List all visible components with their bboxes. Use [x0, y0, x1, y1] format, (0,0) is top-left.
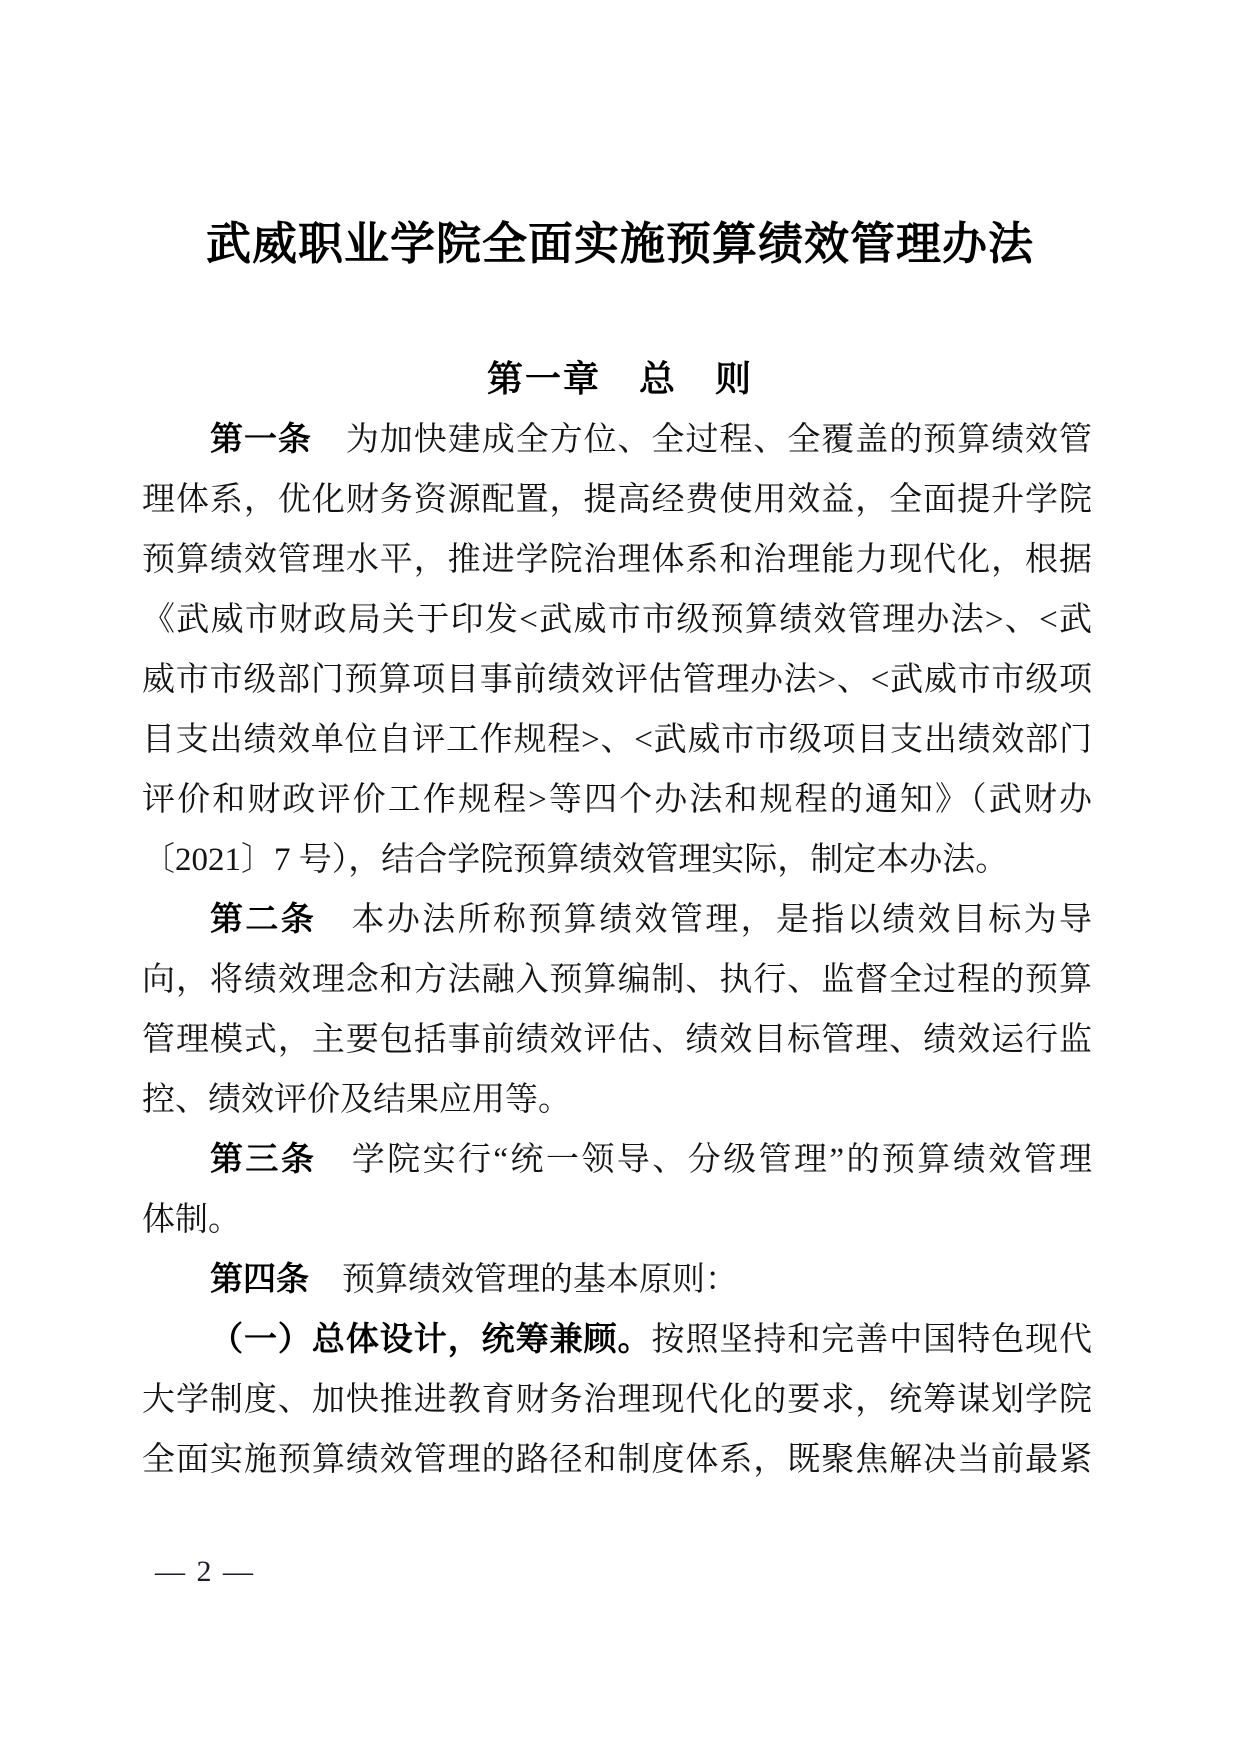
page-number: — 2 — [155, 1555, 255, 1588]
body-line [142, 590, 1092, 650]
document-body [142, 410, 1092, 1490]
article-number: 第一条 [210, 422, 312, 458]
line-text: 控、绩效评价及结果应用等。 [142, 1082, 571, 1118]
line-text: 〔2021〕7 号），结合学院预算绩效管理实际，制定本办法。 [142, 842, 1009, 878]
list-item-heading: （一）总体设计，统筹兼顾。 [210, 1322, 652, 1358]
body-line [142, 410, 1092, 470]
article-number: 第四条 [210, 1262, 309, 1298]
body-line [142, 1370, 1092, 1430]
body-line [142, 770, 1092, 830]
body-line [142, 710, 1092, 770]
body-line [142, 1430, 1092, 1490]
line-text: 目支出绩效单位自评工作规程>、<武威市市级项目支出绩效部门 [142, 722, 1092, 758]
article-number: 第二条 [210, 902, 317, 938]
document-title: 武威职业学院全面实施预算绩效管理办法 [205, 219, 1034, 269]
line-text: 评价和财政评价工作规程>等四个办法和规程的通知》（武财办 [142, 782, 1092, 818]
line-text: 大学制度、加快推进教育财务治理现代化的要求，统筹谋划学院 [142, 1382, 1092, 1418]
line-text: 本办法所称预算绩效管理，是指以绩效目标为导 [316, 902, 1092, 938]
body-line [142, 650, 1092, 710]
line-text: 向，将绩效理念和方法融入预算编制、执行、监督全过程的预算 [142, 962, 1092, 998]
line-text: 《武威市财政局关于印发<武威市市级预算绩效管理办法>、<武 [142, 602, 1092, 638]
line-text: 学院实行“统一领导、分级管理”的预算绩效管理 [316, 1142, 1093, 1178]
line-text: 体制。 [142, 1202, 241, 1238]
body-line [142, 1250, 1092, 1310]
line-text: 全面实施预算绩效管理的路径和制度体系，既聚焦解决当前最紧 [142, 1442, 1092, 1478]
body-line [142, 1010, 1092, 1070]
line-text: 管理模式，主要包括事前绩效评估、绩效目标管理、绩效运行监 [142, 1022, 1092, 1058]
body-line [142, 470, 1092, 530]
chapter-heading: 第一章 总 则 [486, 359, 753, 399]
line-text: 威市市级部门预算项目事前绩效评估管理办法>、<武威市市级项 [142, 662, 1092, 698]
line-text: 预算绩效管理的基本原则： [309, 1262, 738, 1298]
body-line [142, 950, 1092, 1010]
body-line [142, 890, 1092, 950]
body-line [142, 1070, 1092, 1130]
line-text: 理体系，优化财务资源配置，提高经费使用效益，全面提升学院 [142, 482, 1092, 518]
article-number: 第三条 [210, 1142, 317, 1178]
line-text: 按照坚持和完善中国特色现代 [651, 1322, 1093, 1358]
body-line [142, 1130, 1092, 1190]
body-line [142, 530, 1092, 590]
line-text: 预算绩效管理水平，推进学院治理体系和治理能力现代化，根据 [142, 542, 1092, 578]
body-line [142, 1310, 1092, 1370]
body-line [142, 1190, 1092, 1250]
body-line [142, 830, 1092, 890]
line-text: 为加快建成全方位、全过程、全覆盖的预算绩效管 [311, 422, 1093, 458]
